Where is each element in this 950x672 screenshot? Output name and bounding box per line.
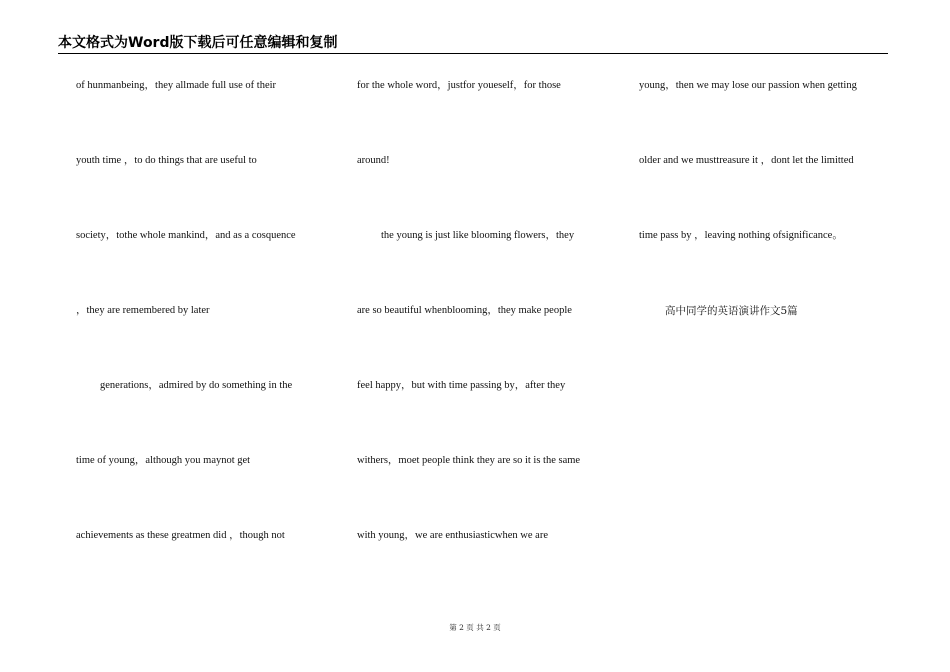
text-line: for the whole word，justfor youeself，for those [357,80,561,91]
text-line: achievements as these greatmen did ，though not [76,530,285,541]
text-line: young，then we may lose our passion when getting [639,80,857,91]
text-line: society，tothe whole mankind，and as a cosquence [76,230,296,241]
text-column-2 [357,78,612,603]
text-line: with young，we are enthusiasticwhen we are [357,530,548,541]
text-column-1 [76,78,331,603]
section-heading: 高中同学的英语演讲作文5篇 [665,305,798,317]
text-line: feel happy，but with time passing by，after they [357,380,566,391]
header-divider [58,53,888,54]
text-line: the young is just like blooming flowers，they [381,230,575,241]
text-line: youth time ，to do things that are useful to [76,155,257,166]
text-line: ，they are remembered by later [76,305,210,316]
text-line: older and we musttreasure it ，dont let the limitted [639,155,854,166]
text-line: are so beautiful whenblooming，they make people [357,305,572,316]
text-line: generations，admired by do something in the [100,380,293,391]
document-header-title: 本文格式为Word版下载后可任意编辑和复制 [58,35,338,51]
text-line: around! [357,155,390,166]
text-line: time pass by ，leaving nothing ofsignificance。 [639,230,843,241]
text-column-3 [639,78,889,378]
text-line: of hunmanbeing，they allmade full use of their [76,80,277,91]
text-line: withers，moet people think they are so it is the same [357,455,581,466]
page-number: 第 2 页 共 2 页 [449,623,501,632]
text-line: time of young，although you maynot get [76,455,251,466]
